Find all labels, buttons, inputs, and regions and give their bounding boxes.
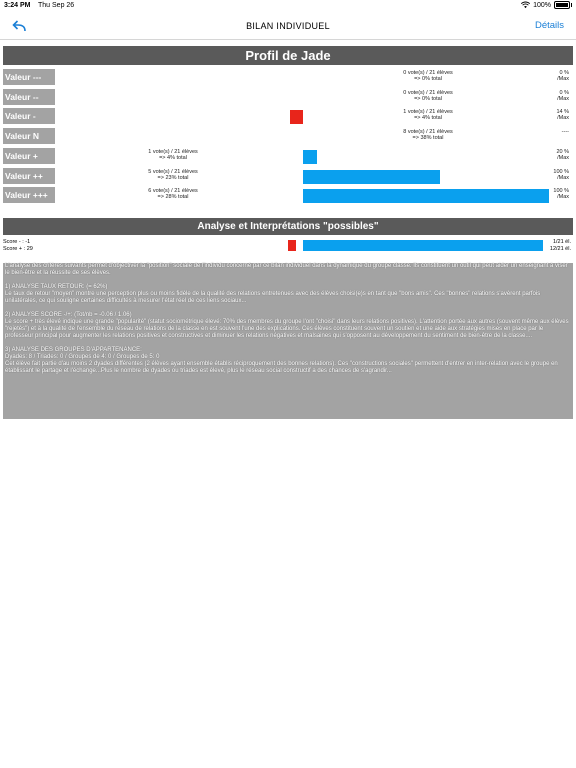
positive-bar bbox=[303, 189, 549, 203]
percent-max-text: 14 % /Max bbox=[556, 109, 569, 122]
positive-votes-text: 6 vote(s) / 21 élèves => 28% total bbox=[148, 188, 198, 201]
profile-row bbox=[3, 168, 573, 185]
negative-bar bbox=[290, 110, 303, 124]
value-label[interactable]: Valeur - bbox=[3, 108, 55, 124]
analysis-section2-text: Le score + très élevé indique une grande "popularité" (statut sociométrique élevé: 70% des membres du groupe l'ont "choisi" dans leurs relations positives). L'attention portée aux autres (souvent même aux élèves "rejetés") et à la qualité de l'ensemble du réseau de relations de la classe en est souvent l'une des explications. Ces élèves constituent souvent un soutien et une aide aux stratégies mises en place par le professeur principal pour augmenter les relations positives et constructives et diminuer les relations négatives et malsaines qui s'opposent au développement du sentiment de bien-être de la classe.... bbox=[5, 319, 569, 339]
percent-max-text: 100 % /Max bbox=[553, 168, 569, 181]
value-label[interactable]: Valeur +++ bbox=[3, 187, 55, 203]
profile-row bbox=[3, 69, 573, 86]
percent-max-text: 20 % /Max bbox=[556, 148, 569, 161]
analysis-section3-text: Cet élève fait partie d'au moins 2 dyades différentes (2 élèves ayant ensemble établis réciproquement des bonnes relations). Ces "constructions sociales" permettent d'entrer en inter-relation avec le groupe en établissant le partage et l'échange...Plus le nombre de dyades ou triades est élevé, plus le réseau social constructif a des chances de s'agrandir... bbox=[5, 361, 558, 374]
analysis-section1-title: 1) ANALYSE TAUX RETOUR: (= 62%) bbox=[5, 284, 108, 290]
student-name: Jade bbox=[300, 48, 331, 63]
score-count: 12/21 él. bbox=[549, 245, 571, 252]
percent-max-text: ---- bbox=[561, 129, 569, 136]
score-negative-bar bbox=[288, 240, 296, 251]
page-title: BILAN INDIVIDUEL bbox=[246, 21, 330, 31]
profile-row bbox=[3, 128, 573, 145]
profile-title-prefix: Profil de bbox=[245, 48, 301, 63]
negative-votes-text: 0 vote(s) / 21 élèves => 0% total bbox=[403, 89, 453, 102]
value-label[interactable]: Valeur N bbox=[3, 128, 55, 144]
positive-bar bbox=[303, 150, 317, 164]
negative-votes-text: 1 vote(s) / 21 élèves => 4% total bbox=[403, 109, 453, 122]
negative-votes-text: 8 vote(s) / 21 élèves => 38% total bbox=[403, 129, 453, 142]
wifi-icon bbox=[521, 1, 530, 9]
analysis-intro: L'analyse des critères suivants permet d'objectiver la "position" sociale de l'individu concerné par ce bilan individuel dans la dynamique du groupe classe. Ils constituent un outil qui peut aider un enseignant à viser le bien-être et la réussite de ses élèves. bbox=[5, 263, 568, 276]
percent-max-text: 0 % /Max bbox=[557, 70, 569, 82]
profile-row bbox=[3, 89, 573, 106]
status-right bbox=[521, 1, 570, 9]
score-label: Score - : -1 bbox=[3, 239, 31, 245]
battery-icon bbox=[554, 1, 570, 9]
score-count: 1/21 él. bbox=[552, 239, 571, 245]
status-bar bbox=[0, 0, 576, 13]
value-label[interactable]: Valeur -- bbox=[3, 89, 55, 105]
analysis-section2-title: 2) ANALYSE SCORE -/+: (Tot/nb = -0.06 / 1.06) bbox=[5, 312, 132, 318]
battery-percent: 100% bbox=[533, 1, 551, 9]
profile-row bbox=[3, 187, 573, 204]
positive-bar bbox=[303, 170, 440, 184]
analysis-section3-line: Dyades: 8 / Triades: 0 / Groupes de 4: 0 / Groupes de 5: 0 bbox=[5, 354, 160, 360]
value-label[interactable]: Valeur + bbox=[3, 148, 55, 164]
analysis-section3-title: 3) ANALYSE DES GROUPES D'APPARTENANCE: bbox=[5, 347, 142, 353]
status-time: 3:24 PM bbox=[4, 2, 31, 9]
score-positive-bar bbox=[303, 240, 543, 251]
analysis-header: Analyse et Interprétations "possibles" bbox=[3, 218, 573, 235]
profile-row bbox=[3, 148, 573, 165]
profile-header bbox=[3, 46, 573, 65]
positive-votes-text: 5 vote(s) / 21 élèves => 23% total bbox=[148, 168, 198, 181]
value-label[interactable]: Valeur --- bbox=[3, 69, 55, 85]
nav-bar bbox=[0, 13, 576, 40]
value-label[interactable]: Valeur ++ bbox=[3, 168, 55, 184]
status-date: Thu Sep 26 bbox=[38, 2, 75, 9]
negative-votes-text: 0 vote(s) / 21 élèves => 0% total bbox=[403, 70, 453, 82]
percent-max-text: 100 % /Max bbox=[553, 188, 569, 201]
positive-votes-text: 1 vote(s) / 21 élèves => 4% total bbox=[148, 148, 198, 161]
analysis-text-panel bbox=[3, 263, 573, 419]
profile-row bbox=[3, 108, 573, 125]
analysis-section1-text: Le taux de retour "moyen" montre une perception plus ou moins fidèle de la qualité des relations entretenues avec des élèves choisi(e)s en tant que "bons amis". Ces "bonnes" relations s'avèrent parfois unilatérales, ce qui souligne certaines difficultés à mesurer l'état réel de ces liens sociaux... bbox=[5, 291, 541, 304]
score-label: Score + : 29 bbox=[3, 245, 33, 252]
details-button[interactable]: Détails bbox=[534, 20, 564, 31]
percent-max-text: 0 % /Max bbox=[557, 89, 569, 102]
